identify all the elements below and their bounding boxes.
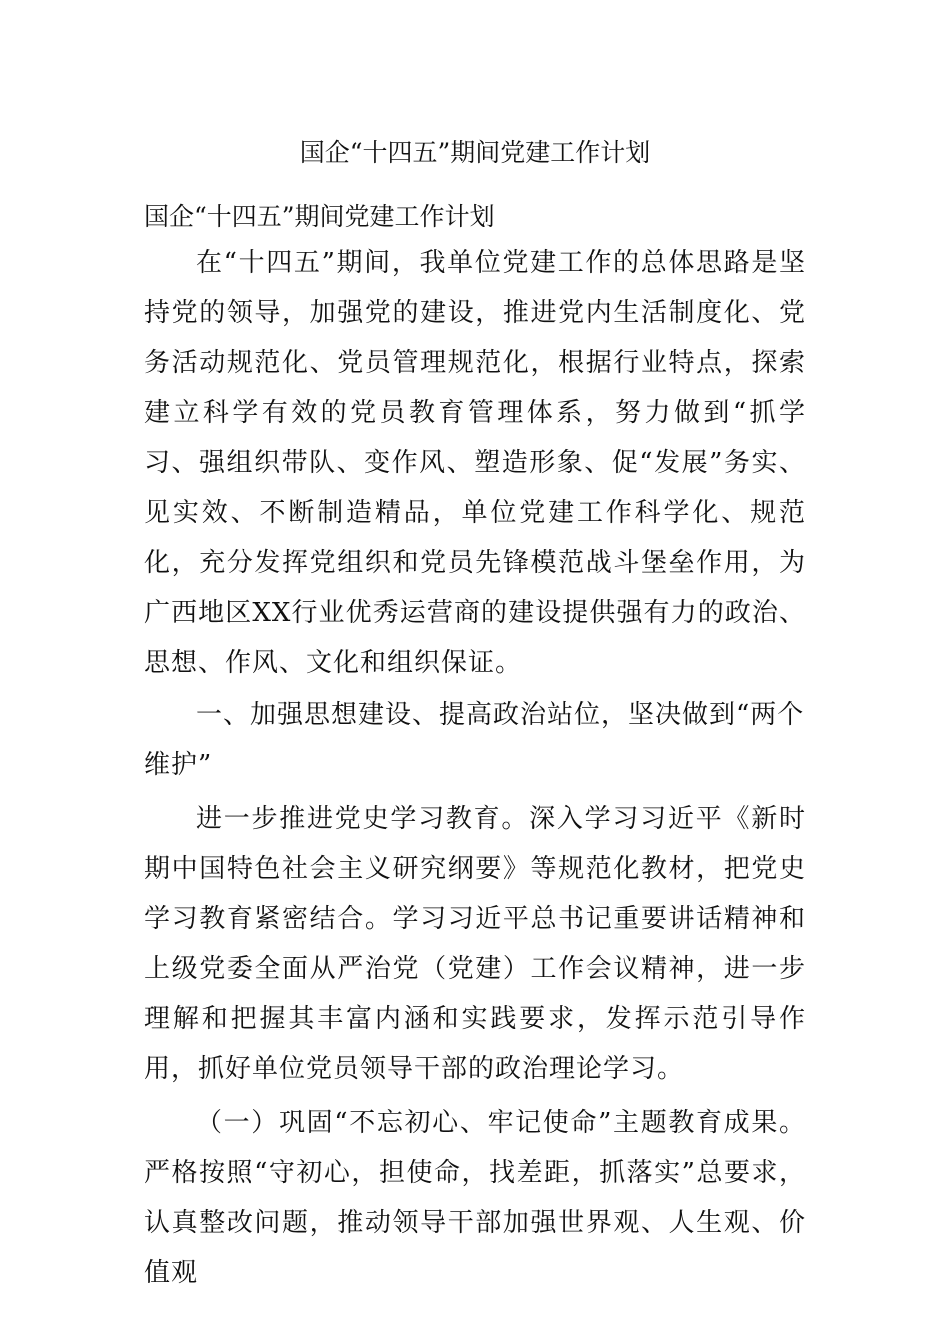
document-title: 国企“十四五”期间党建工作计划 [299, 138, 651, 167]
paragraph-overview: 在“十四五”期间，我单位党建工作的总体思路是坚持党的领导，加强党的建设，推进党内生活制度化、党务活动规范化、党员管理规范化，根据行业特点，探索建立科学有效的党员教育管理体系，努力做到“抓学习、强组织带队、变作风、塑造形象、促“发展”务实、见实效、不断制造精品，单位党建工作科学化、规范化，充分发挥党组织和党员先锋模范战斗堡垒作用，为广西地区XX行业优秀运营商的建设提供强有力的政治、思想、作风、文化和组织保证。 [144, 248, 806, 678]
paragraph-party-history: 进一步推进党史学习教育。深入学习习近平《新时期中国特色社会主义研究纲要》等规范化教材，把党史学习教育紧密结合。学习习近平总书记重要讲话精神和上级党委全面从严治党（党建）工作会议精神，进一步理解和把握其丰富内涵和实践要求，发挥示范引导作用，抓好单位党员领导干部的政治理论学习。 [144, 804, 806, 1084]
paragraph-item-1: （一）巩固“不忘初心、牢记使命”主题教育成果。严格按照“守初心，担使命，找差距，抓落实”总要求，认真整改问题，推动领导干部加强世界观、人生观、价值观 [144, 1108, 806, 1288]
document-subtitle: 国企“十四五”期间党建工作计划 [144, 202, 495, 231]
section-heading-1: 一、加强思想建设、提高政治站位，坚决做到“两个维护” [144, 700, 805, 780]
